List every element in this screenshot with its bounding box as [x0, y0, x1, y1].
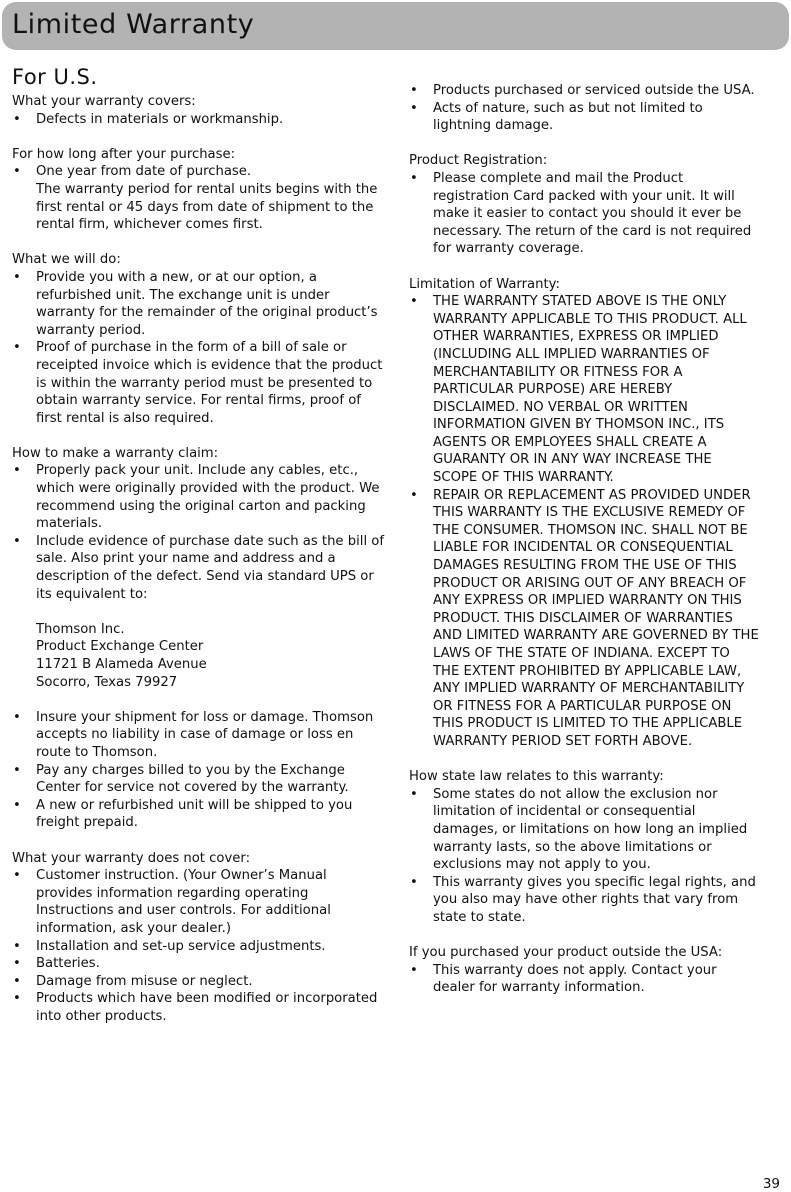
right-column — [409, 82, 759, 997]
address-line: Thomson Inc. — [36, 621, 125, 637]
registration-heading: Product Registration: — [409, 153, 548, 169]
limitation-heading: Limitation of Warranty: — [409, 276, 560, 292]
not-cover-list — [12, 867, 387, 1025]
list-item: • This warranty does not apply. Contact your dealer for warranty information. — [409, 962, 759, 997]
list-item: • This warranty gives you specific legal rights, and you also may have other rights that vary from state to state. — [409, 874, 759, 927]
list-item: • A new or refurbished unit will be shipped to you freight prepaid. — [12, 797, 387, 832]
state-law-list — [409, 786, 759, 927]
registration-list — [409, 170, 759, 258]
address-line: Product Exchange Center — [36, 639, 204, 655]
list-item: • Products which have been modified or incorporated into other products. — [12, 990, 387, 1025]
list-item: • REPAIR OR REPLACEMENT AS PROVIDED UNDER THIS WARRANTY IS THE EXCLUSIVE REMEDY OF THE CONSUMER. THOMSON INC. SHALL NOT BE LIABLE FOR INCIDENTAL OR CONSEQUENTIAL DAMAGES RESULTING FROM THE USE OF THIS PRODUCT OR ARISING OUT OF ANY BREACH OF ANY EXPRESS OR IMPLIED WARRANTY ON THIS PRODUCT. THIS DISCLAIMER OF WARRANTIES AND LIMITED WARRANTY ARE GOVERNED BY THE LAWS OF THE STATE OF INDIANA. EXCEPT TO THE EXTENT PROHIBITED BY APPLICABLE LAW, ANY IMPLIED WARRANTY OF MERCHANTABILITY OR FITNESS FOR A PARTICULAR PURPOSE ON THIS PRODUCT IS LIMITED TO THE APPLICABLE WARRANTY PERIOD SET FORTH ABOVE. — [409, 487, 759, 751]
outside-usa-list — [409, 962, 759, 997]
will-do-list — [12, 269, 387, 427]
claim-heading: How to make a warranty claim: — [12, 445, 219, 461]
list-item: • Defects in materials or workmanship. — [12, 111, 387, 129]
page-number: 39 — [762, 1176, 780, 1192]
not-cover-heading: What your warranty does not cover: — [12, 850, 251, 866]
list-item: • Installation and set-up service adjustments. — [12, 938, 387, 956]
list-item: • THE WARRANTY STATED ABOVE IS THE ONLY WARRANTY APPLICABLE TO THIS PRODUCT. ALL OTHER WARRANTIES, EXPRESS OR IMPLIED (INCLUDING ALL IMPLIED WARRANTIES OF MERCHANTABILITY OR FITNESS FOR A PARTICULAR PURPOSE) ARE HEREBY DISCLAIMED. NO VERBAL OR WRITTEN INFORMATION GIVEN BY THOMSON INC., ITS AGENTS OR EMPLOYEES SHALL CREATE A GUARANTY OR IN ANY WAY INCREASE THE SCOPE OF THIS WARRANTY. — [409, 293, 759, 487]
exchange-address — [12, 621, 387, 691]
list-item: • Some states do not allow the exclusion nor limitation of incidental or consequential damages, or limitations on how long an implied warranty lasts, so the above limitations or exclusions may not apply to you. — [409, 786, 759, 874]
list-item: • Please complete and mail the Product registration Card packed with your unit. It will make it easier to contact you should it ever be necessary. The return of the card is not required for warranty coverage. — [409, 170, 759, 258]
list-item: • Include evidence of purchase date such as the bill of sale. Also print your name and address and a description of the defect. Send via standard UPS or its equivalent to: — [12, 533, 387, 603]
list-item: • Products purchased or serviced outside the USA. — [409, 82, 759, 100]
section-title: For U.S. — [12, 65, 98, 89]
list-item: • Provide you with a new, or at our option, a refurbished unit. The exchange unit is under warranty for the remainder of the original product’s warranty period. — [12, 269, 387, 339]
covers-heading: What your warranty covers: — [12, 94, 196, 109]
how-long-list — [12, 163, 387, 181]
list-item: • Properly pack your unit. Include any cables, etc., which were originally provided with the product. We recommend using the original carton and packing materials. — [12, 462, 387, 532]
covers-list — [12, 111, 387, 129]
list-item: • Pay any charges billed to you by the Exchange Center for service not covered by the warranty. — [12, 762, 387, 797]
will-do-heading: What we will do: — [12, 252, 121, 268]
state-law-heading: How state law relates to this warranty: — [409, 769, 664, 785]
list-item: • Customer instruction. (Your Owner’s Manual provides information regarding operating Instructions and user controls. For additional information, ask your dealer.) — [12, 867, 387, 937]
address-line: Socorro, Texas 79927 — [36, 674, 178, 690]
list-item: • Insure your shipment for loss or damage. Thomson accepts no liability in case of damage or loss en route to Thomson. — [12, 709, 387, 762]
list-item: • Acts of nature, such as but not limited to lightning damage. — [409, 100, 759, 135]
title-banner — [2, 2, 789, 50]
list-item: • Batteries. — [12, 955, 387, 973]
page-title: Limited Warranty — [12, 9, 255, 40]
list-item: • Damage from misuse or neglect. — [12, 973, 387, 991]
not-cover-list-continued — [409, 82, 759, 135]
left-column — [12, 64, 387, 1025]
limitation-list — [409, 293, 759, 750]
claim-list — [12, 462, 387, 603]
claim-list-continued — [12, 709, 387, 832]
how-long-heading: For how long after your purchase: — [12, 146, 236, 162]
list-item: • One year from date of purchase. — [12, 163, 387, 181]
address-line: 11721 B Alameda Avenue — [36, 657, 207, 672]
outside-usa-heading: If you purchased your product outside the USA: — [409, 945, 723, 961]
rental-note: The warranty period for rental units begins with the first rental or 45 days from date of shipment to the rental firm, whichever comes first. — [36, 181, 378, 233]
list-item: • Proof of purchase in the form of a bill of sale or receipted invoice which is evidence that the product is within the warranty period must be presented to obtain warranty service. For rental firms, proof of first rental is also required. — [12, 339, 387, 427]
